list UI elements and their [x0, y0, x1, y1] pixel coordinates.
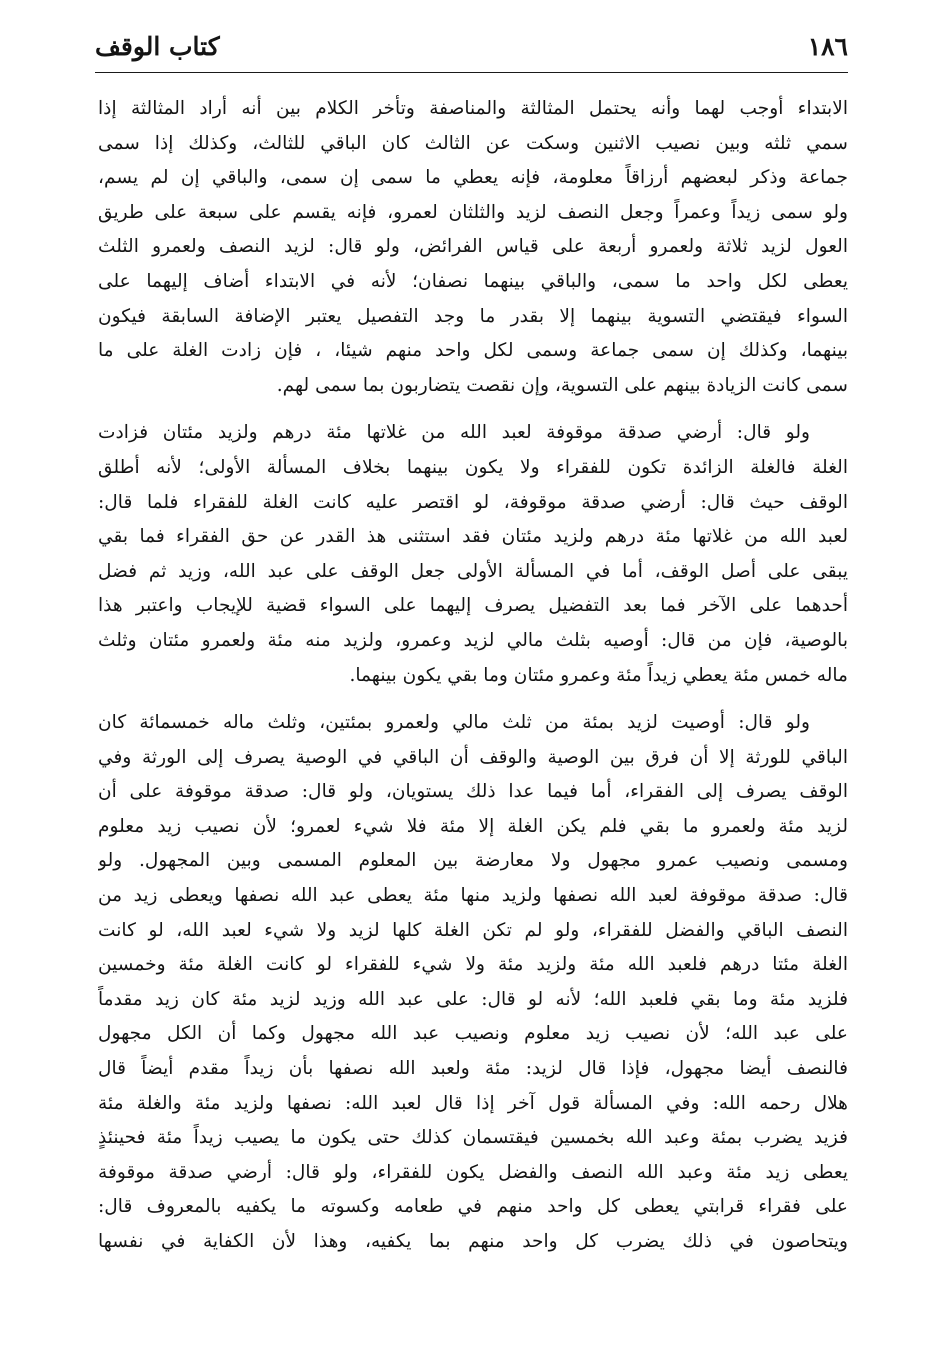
text-line: على فقراء قرابتي يعطى كل واحد منهم في طعامه وكسوته ما يكفيه بالمعروف قال: — [98, 1196, 848, 1218]
text-line: ولو قال: أرضي صدقة موقوفة لعبد الله من غلاتها مئة درهم ولزيد مئتان فزادت — [98, 422, 810, 444]
text-line: يبقى على أصل الوقف، أما في المسألة الأولى جعل الوقف على عبد الله، وزيد ثم فضل — [98, 560, 848, 582]
text-line: الغلة مئتا درهم فلعبد الله مئة ولزيد مئة ولا شيء للفقراء لو كانت الغلة مئة وخمسين — [98, 954, 848, 976]
header-divider — [95, 72, 848, 73]
text-line: جماعة وذكر لبعضهم أرزاقاً معلومة، فإنه يعطي ما سمى إن سمى، والباقي إن لم يسم، — [98, 167, 848, 189]
text-line: بالوصية، فإن من قال: أوصيه بثلث مالي لزيد وعمرو، ولزيد منه مئة ولعمرو مئتان وثلث — [98, 629, 848, 651]
text-line: لزيد مئة ولعمرو ما بقي فلم يكن الغلة إلا مئة فلا شيء لعمرو؛ لأن نصيب زيد معلوم — [98, 815, 848, 837]
text-line: الابتداء أوجب لهما وأنه يحتمل المثالثة والمناصفة وتأخر الكلام بين أنه أراد المثالثة إذا — [98, 98, 848, 119]
text-line: يعطى زيد مئة وعبد الله النصف والفضل يكون للفقراء، ولو قال: أرضي صدقة موقوفة — [98, 1161, 848, 1183]
paragraph-spacer — [98, 693, 848, 706]
text-line: فلزيد مئة وما بقي فلعبد الله؛ لأنه لو قال: على عبد الله وزيد لزيد مئة كان زيد مقدماً — [98, 988, 848, 1010]
paragraph-1 — [98, 92, 848, 403]
text-line: ولو سمى زيداً وعمراً وجعل النصف لزيد والثلثان لعمرو، فإنه يقسم على سبعة على طريق — [98, 201, 848, 223]
text-line: يعطى لكل واحد ما سمى، والباقي بينهما نصفان؛ لأنه في الابتداء أضاف إليهما على — [98, 270, 848, 292]
text-line: النصف الباقي والفضل للفقراء، ولو لم تكن الغلة كلها لزيد ولا شيء لعبد الله، لو كانت — [98, 919, 848, 941]
text-body — [98, 92, 848, 1260]
text-line: الوقف حيث قال: أرضي صدقة موقوفة، لو اقتصر عليه كانت الغلة للفقراء فلما قال: — [98, 491, 848, 513]
text-line: فزيد يضرب بمئة وعبد الله بخمسين فيقتسمان كذلك حتى يكون ما يصيب زيداً مئة فحينئذٍ — [98, 1127, 848, 1149]
book-title: كتاب الوقف — [95, 32, 220, 61]
text-line: السواء فيقتضي التسوية بينهما إلا بقدر ما وجد التفصيل يعتبر الإضافة السابقة فيكون — [98, 305, 848, 327]
text-line: العول لزيد ثلاثة ولعمرو أربعة على قياس الفرائض، ولو قال: لزيد النصف ولعمرو الثلث — [98, 236, 848, 258]
text-line: فالنصف أيضا مجهول، فإذا قال لزيد: مئة ولعبد الله نصفها بأن زيداً مقدم أيضاً قال — [98, 1058, 848, 1080]
text-line: سمي ثلثه وبين نصيب الاثنين وسكت عن الثالث كان الباقي للثالث، وكذلك إذا سمى — [98, 132, 848, 154]
text-line: قال: صدقة موقوفة لعبد الله نصفها ولزيد منها مئة يعطى عبد الله نصفها ويعطى زيد من — [98, 885, 848, 907]
text-line: ويتحاصون في ذلك يضرب كل واحد منهم بما يكفيه، وهذا لأن الكفاية في نفسها — [98, 1231, 848, 1252]
paragraph-2 — [98, 416, 848, 693]
text-line: الوقف يصرف إلى الفقراء، أما فيما عدا ذلك يستويان، ولو قال: صدقة موقوفة على أن — [98, 781, 848, 803]
paragraph-3 — [98, 706, 848, 1260]
paragraph-spacer — [98, 403, 848, 416]
page-number: ١٨٦ — [807, 32, 848, 61]
text-line: هلال رحمه الله: وفي المسألة قول آخر إذا قال لعبد الله: نصفها ولزيد مئة والغلة مئة — [98, 1092, 848, 1114]
text-line: بينهما، وكذلك إن سمى جماعة وسمى لكل واحد منهم شيئا، ، فإن زادت الغلة على ما — [98, 340, 848, 362]
text-line: على عبد الله؛ لأن نصيب زيد معلوم ونصيب عبد الله مجهول وكما أن الكل مجهول — [98, 1023, 848, 1045]
text-line: الباقي للورثة إلا أن فرق بين الوصية والوقف أن الباقي في الوصية يصرف إلى الورثة وفي — [98, 746, 848, 768]
text-line: أحدهما على الآخر فما بعد التفضيل يصرف إليهما على السواء قضية للإيجاب واعتبر هذا — [98, 595, 848, 617]
text-line: الغلة فالغلة الزائدة تكون للفقراء ولا يكون بينهما بخلاف المسألة الأولى؛ لأنه أطلق — [98, 456, 848, 478]
text-line: ماله خمس مئة يعطي زيداً مئة وعمرو مئتان وما بقي يكون بينهما. — [349, 664, 848, 686]
text-line: لعبد الله من غلاتها مئة درهم ولزيد مئتان فقد استثنى هذ القدر عن حق الفقراء فما بقي — [98, 526, 848, 548]
text-line: ولو قال: أوصيت لزيد بمئة من ثلث مالي ولعمرو بمئتين، وثلث ماله خمسمائة كان — [98, 712, 810, 734]
running-header — [95, 28, 848, 68]
text-line: ومسمى ونصيب عمرو مجهول ولا معارضة بين المعلوم المسمى وبين المجهول. ولو — [98, 850, 848, 872]
text-line: سمى كانت الزيادة بينهم على التسوية، وإن نقصت يتضاربون بما سمى لهم. — [276, 374, 848, 396]
